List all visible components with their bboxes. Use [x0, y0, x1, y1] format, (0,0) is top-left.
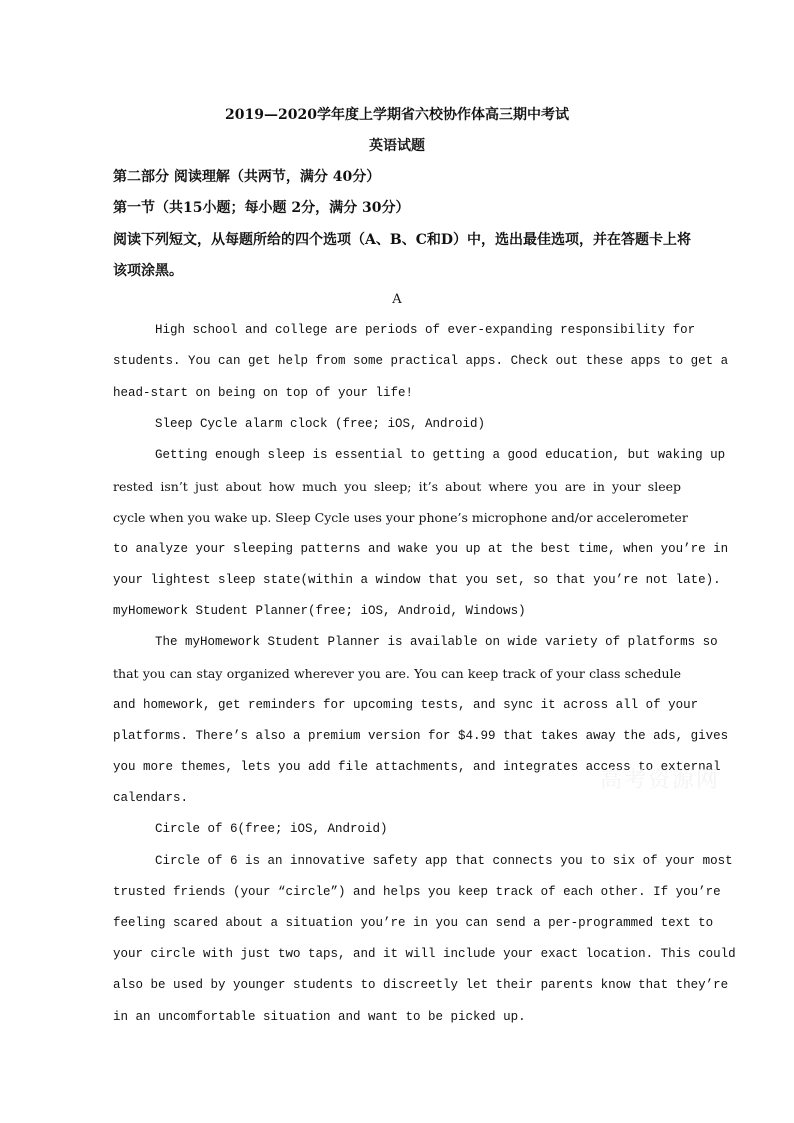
passage-line: rested isn’t just about how much you sleep; it’s about where you are in your sleep [113, 479, 681, 494]
passage-line: and homework, get reminders for upcoming tests, and sync it across all of your [113, 698, 699, 712]
passage-line: you more themes, lets you add file attachments, and integrates access to external [113, 760, 721, 774]
passage-line: your lightest sleep state(within a window that you set, so that you’re not late). [113, 573, 721, 587]
passage-line: Circle of 6 is an innovative safety app that connects you to six of your most [155, 854, 733, 868]
passage-line: feeling scared about a situation you’re in you can send a per-programmed text to [113, 916, 714, 930]
section-heading: 第一节（共15小题；每小题 2分，满分 30分） [113, 200, 410, 216]
passage-line: calendars. [113, 791, 189, 805]
passage-line: High school and college are periods of ever-expanding responsibility for [155, 323, 696, 337]
passage-line: head-start on being on top of your life! [113, 386, 414, 400]
exam-title: 2019—2020学年度上学期省六校协作体高三期中考试 [225, 107, 569, 123]
passage-line: The myHomework Student Planner is available on wide variety of platforms so [155, 635, 718, 649]
passage-line: in an uncomfortable situation and want to be picked up. [113, 1010, 526, 1024]
passage-line: cycle when you wake up. Sleep Cycle uses your phone’s microphone and/or accelerometer [113, 510, 688, 525]
passage-line: that you can stay organized wherever you are. You can keep track of your class schedule [113, 666, 681, 681]
app-heading-sleep-cycle: Sleep Cycle alarm clock (free; iOS, Android) [155, 417, 486, 431]
passage-line: students. You can get help from some practical apps. Check out these apps to get a [113, 354, 729, 368]
watermark: 高考资源网 [600, 768, 721, 793]
passage-line: your circle with just two taps, and it will include your exact location. This could [113, 947, 736, 961]
passage-line: also be used by younger students to discreetly let their parents know that they’re [113, 978, 729, 992]
directions-line-2: 该项涂黑。 [113, 263, 183, 279]
app-heading-myhomework: myHomework Student Planner(free; iOS, Android, Windows) [113, 604, 526, 618]
passage-line: trusted friends (your “circle”) and helps you keep track of each other. If you’re [113, 885, 721, 899]
passage-line: platforms. There’s also a premium version for $4.99 that takes away the ads, gives [113, 729, 729, 743]
directions-line-1: 阅读下列短文，从每题所给的四个选项（A、B、C和D）中，选出最佳选项，并在答题卡上将 [113, 232, 691, 248]
app-heading-circle-of-6: Circle of 6(free; iOS, Android) [155, 822, 388, 836]
exam-subject: 英语试题 [369, 138, 425, 154]
passage-line: Getting enough sleep is essential to getting a good education, but waking up [155, 448, 726, 462]
passage-label: A [392, 292, 402, 307]
passage-line: to analyze your sleeping patterns and wake you up at the best time, when you’re in [113, 542, 729, 556]
part-heading: 第二部分 阅读理解（共两节，满分 40分） [113, 169, 381, 185]
